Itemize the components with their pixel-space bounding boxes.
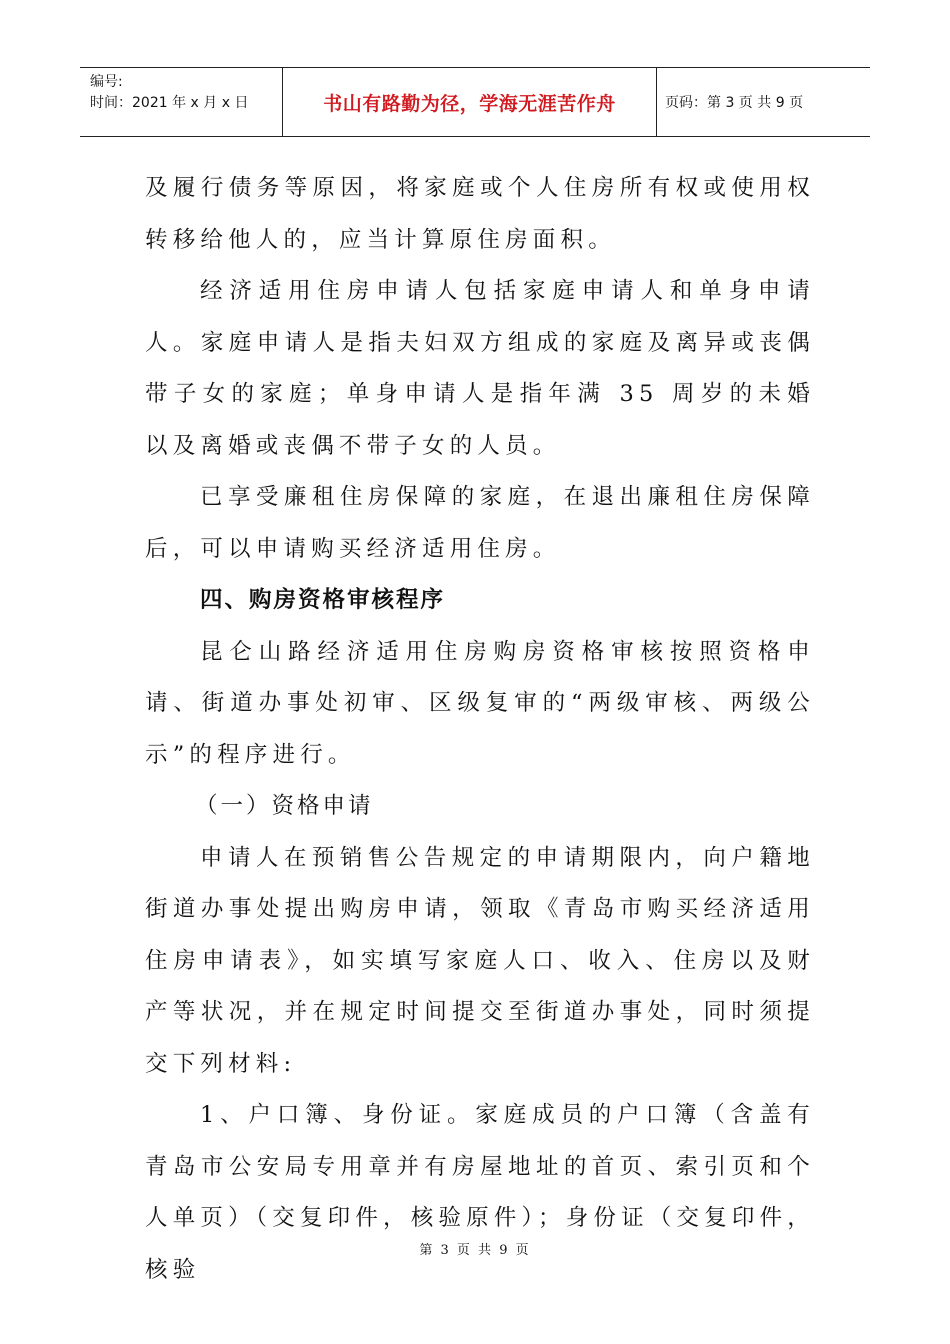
paragraph: 已享受廉租住房保障的家庭，在退出廉租住房保障后，可以申请购买经济适用住房。 [145, 484, 815, 562]
header-motto-cell [283, 68, 657, 136]
paragraph: 1、户口簿、身份证。家庭成员的户口簿（含盖有青岛市公安局专用章并有房屋地址的首页、索引页和个人单页）（交复印件，核验原件）；身份证（交复印件，核验 [145, 1102, 816, 1283]
page-header [80, 67, 870, 137]
paragraph: 及履行债务等原因，将家庭或个人住房所有权或使用权转移给他人的，应当计算原住房面积。 [145, 175, 815, 253]
header-page-label: 页码：第 3 页 共 9 页 [665, 95, 804, 111]
paragraph: 经济适用住房申请人包括家庭申请人和单身申请人。家庭申请人是指夫妇双方组成的家庭及离异或丧偶带子女的家庭；单身申请人是指年满 35 周岁的未婚以及离婚或丧偶不带子女的人员。 [145, 278, 815, 459]
document-body [145, 163, 815, 1296]
paragraph: 申请人在预销售公告规定的申请期限内，向户籍地街道办事处提出购房申请，领取《青岛市购买经济适用住房申请表》，如实填写家庭人口、收入、住房以及财产等状况，并在规定时间提交至街道办事处，同时须提交下列材料: [145, 844, 815, 1077]
subsection-heading: （一）资格申请 [195, 793, 374, 819]
document-number-label: 编号: [90, 74, 123, 90]
header-motto: 书山有路勤为径，学海无涯苦作舟 [323, 92, 616, 115]
section-heading: 四、购房资格审核程序 [200, 587, 446, 613]
page-footer: 第 3 页 共 9 页 [419, 1243, 531, 1258]
document-date-label: 时间：2021 年 x 月 x 日 [90, 95, 249, 111]
header-meta [80, 68, 283, 136]
header-page-cell [657, 68, 870, 136]
paragraph: 昆仑山路经济适用住房购房资格审核按照资格申请、街道办事处初审、区级复审的“两级审核、两级公示”的程序进行。 [145, 638, 815, 768]
